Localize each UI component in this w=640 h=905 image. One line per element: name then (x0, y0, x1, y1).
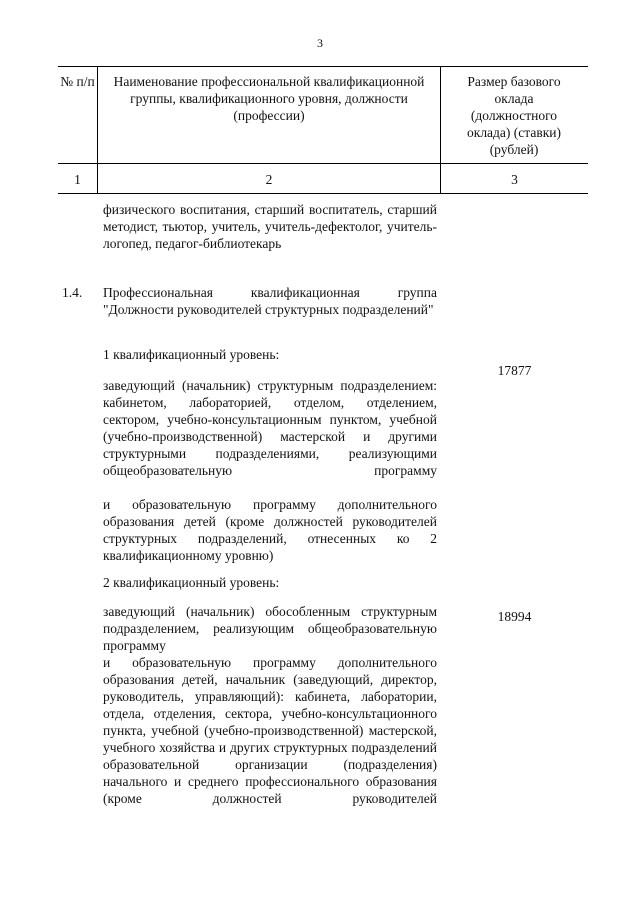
page-number: 3 (317, 36, 323, 50)
column-numbers-bottom-rule (58, 193, 588, 194)
level-2-description-part2: и образовательную программу дополнительного образования детей, начальник (заведующий, директор, руководитель, управляющий): кабинета, лаборатории, отдела, отделения, сектора, учебно-консультационного пункта, учебной (учебно-производственной) мастерской, учебного хозяйства и других структурных подразделений образовательной организации (подразделения) начального и среднего профессионального образования (кроме должностей руководителей (103, 655, 437, 806)
header-bottom-rule (58, 163, 588, 164)
group-title: Профессиональная квалификационная группа "Должности руководителей структурных подразделений" (103, 285, 437, 317)
continuation-text: физического воспитания, старший воспитатель, старший методист, тьютор, учитель, учитель-дефектолог, учитель-логопед, педагог-библиотекарь (103, 202, 437, 251)
column-number-2: 2 (265, 172, 273, 187)
level-2-label: 2 квалификационный уровень: (103, 575, 280, 590)
level-2-description-part1: заведующий (начальник) обособленным структурным подразделением, реализующим общеобразовательную программу (103, 604, 437, 653)
header-number: № п/п (60, 74, 95, 89)
level-2-salary: 18994 (497, 609, 532, 624)
level-1-description-part1: заведующий (начальник) структурным подразделением: кабинетом, лабораторией, отделом, отделением, сектором, учебно-консультационным пунктом, учебной (учебно-производственной) мастерской и другими структурными подразделениями, реализующими общеобразовательную программу (103, 378, 437, 478)
table-top-rule (58, 66, 588, 67)
column-number-1: 1 (74, 172, 81, 187)
column-number-3: 3 (511, 172, 518, 187)
level-1-label: 1 квалификационный уровень: (103, 347, 280, 362)
level-1-salary: 17877 (497, 363, 532, 378)
header-salary: Размер базового оклада (должностного оклада) (ставки) (рублей) (467, 74, 561, 157)
level-1-description-part2: и образовательную программу дополнительного образования детей (кроме должностей руководителей структурных подразделений, отнесенных ко 2 квалификационному уровню) (103, 497, 437, 563)
group-number: 1.4. (62, 285, 83, 300)
header-name: Наименование профессиональной квалификационной группы, квалификационного уровня, должности (профессии) (113, 74, 425, 123)
